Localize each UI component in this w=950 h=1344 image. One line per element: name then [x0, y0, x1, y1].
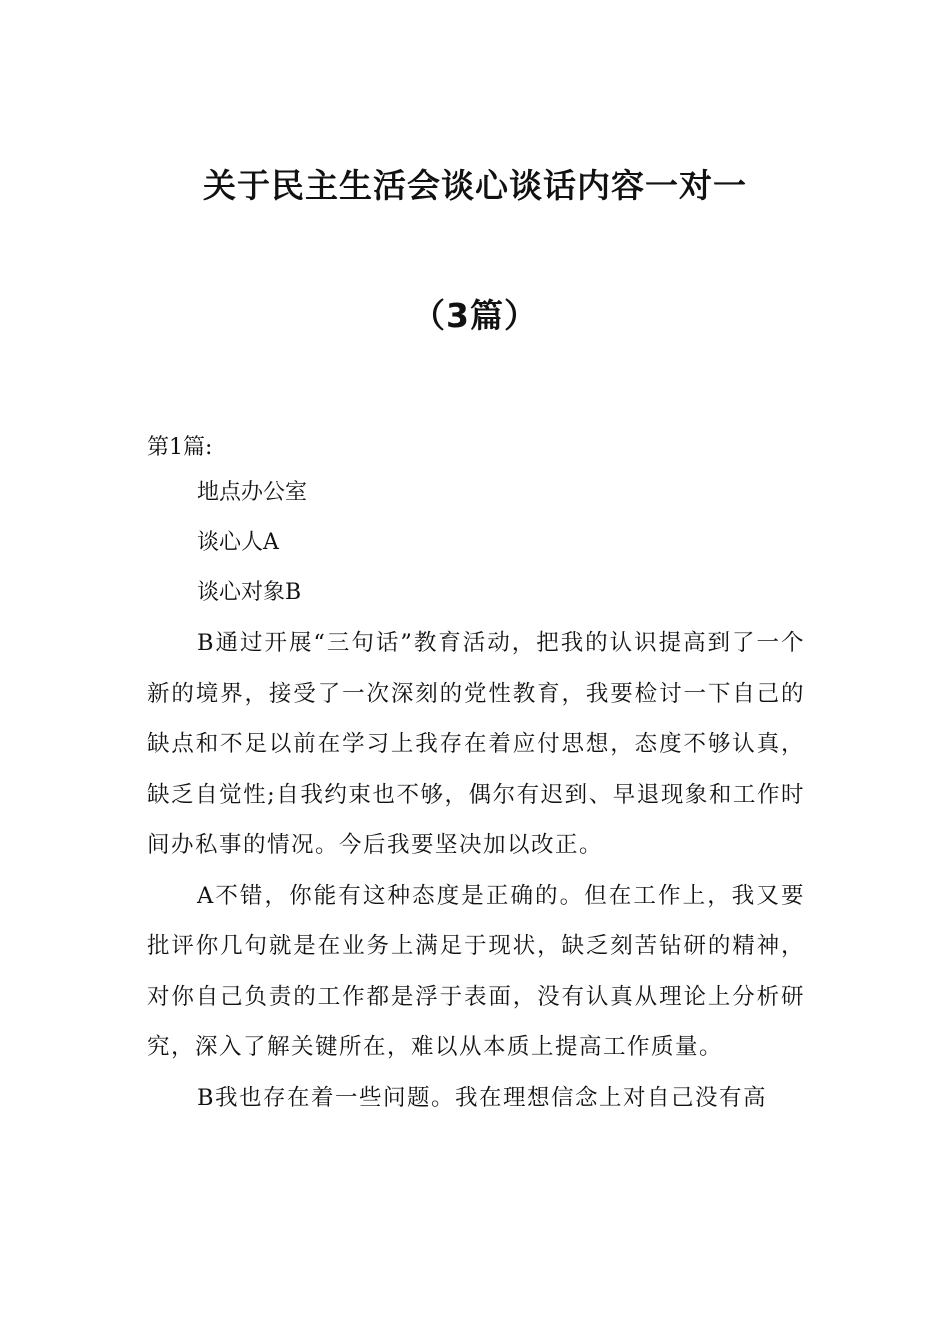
meta-location: 地点办公室	[197, 480, 308, 505]
document-body	[147, 428, 805, 1123]
document-subtitle: （3篇）	[412, 296, 538, 335]
meta-target: 谈心对象B	[197, 580, 302, 605]
document-title: 关于民主生活会谈心谈话内容一对一	[203, 166, 747, 205]
paragraph: A不错，你能有这种态度是正确的。但在工作上，我又要批评你几句就是在业务上满足于现状，缺乏刻苦钻研的精神，对你自己负责的工作都是浮于表面，没有认真从理论上分析研究，深入了解关键所在，难以从本质上提高工作质量。	[147, 882, 805, 1060]
paragraph: B通过开展“三句话”教育活动，把我的认识提高到了一个新的境界，接受了一次深刻的党性教育，我要检讨一下自己的缺点和不足以前在学习上我存在着应付思想，态度不够认真，缺乏自觉性;自我约束也不够，偶尔有迟到、早退现象和工作时间办私事的情况。今后我要坚决加以改正。	[147, 630, 805, 858]
meta-speaker: 谈心人A	[197, 530, 279, 555]
paragraph: B我也存在着一些问题。我在理想信念上对自己没有高	[197, 1084, 768, 1111]
section-heading: 第1篇:	[147, 435, 213, 460]
